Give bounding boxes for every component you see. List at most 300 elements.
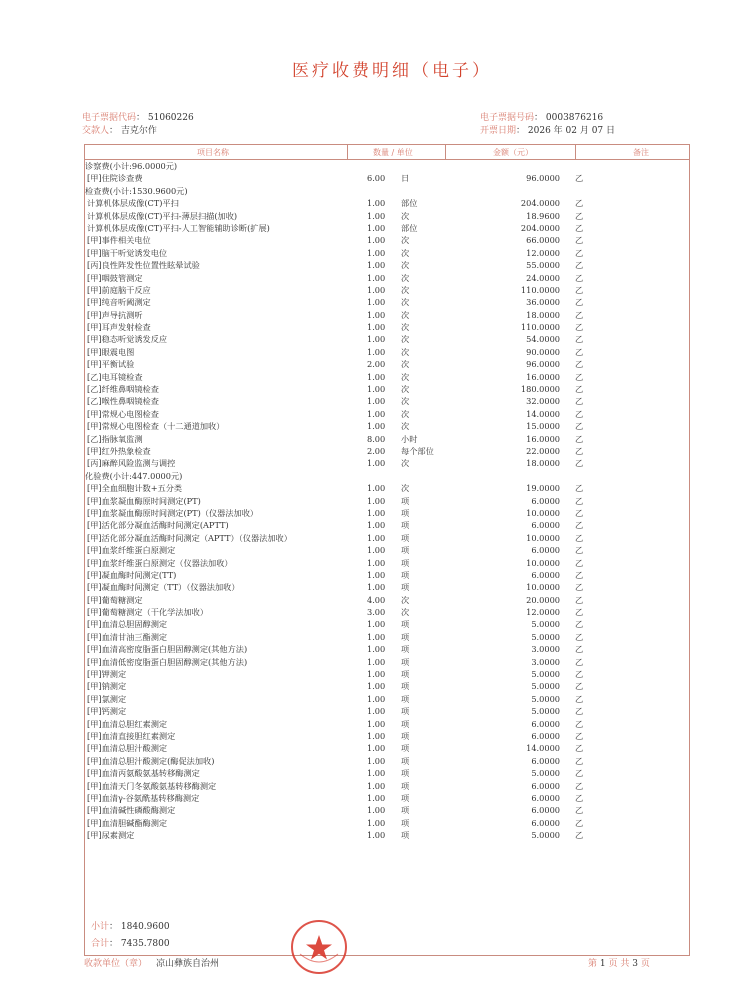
table-row <box>85 222 689 234</box>
item-category: 乙 <box>575 780 584 791</box>
item-qty: 1.00 <box>367 408 386 419</box>
footer <box>84 956 688 970</box>
item-qty: 1.00 <box>367 669 386 680</box>
item-amount: 6.0000 <box>531 718 560 729</box>
table-row <box>85 557 689 569</box>
total-label: 合计 <box>91 939 110 949</box>
item-unit: 项 <box>401 743 410 754</box>
item-category: 乙 <box>575 830 584 841</box>
item-unit: 次 <box>401 210 410 221</box>
item-qty: 1.00 <box>367 309 386 320</box>
item-amount: 16.0000 <box>526 433 560 444</box>
item-qty: 1.00 <box>367 371 386 382</box>
item-category: 乙 <box>575 532 584 543</box>
table-row <box>85 544 689 556</box>
table-row <box>85 272 689 284</box>
invoice-number-label: 电子票据号码 <box>480 113 535 123</box>
item-unit: 部位 <box>401 198 418 209</box>
item-category: 乙 <box>575 507 584 518</box>
item-category: 乙 <box>575 805 584 816</box>
item-unit: 项 <box>401 619 410 630</box>
item-unit: 项 <box>401 520 410 531</box>
item-qty: 1.00 <box>367 582 386 593</box>
item-name: [甲]血清丙氨酸氨基转移酶测定 <box>87 768 200 779</box>
table-row <box>85 259 689 271</box>
item-unit: 小时 <box>401 433 418 444</box>
payer: 交款人： 吉克尔作 <box>82 126 157 136</box>
item-name: [乙]指脉氧监测 <box>87 433 143 444</box>
table-row <box>85 482 689 494</box>
item-qty: 6.00 <box>367 173 386 184</box>
item-amount: 3.0000 <box>531 656 560 667</box>
item-amount: 5.0000 <box>531 669 560 680</box>
item-category: 乙 <box>575 210 584 221</box>
item-name: [甲]耳声发射检查 <box>87 322 151 333</box>
item-unit: 项 <box>401 582 410 593</box>
col-remark: 备注 <box>633 148 649 157</box>
item-name: [甲]纯音听阈测定 <box>87 297 151 308</box>
item-qty: 2.00 <box>367 445 386 456</box>
page-suffix: 页 <box>640 959 650 969</box>
item-name: [甲]尿素测定 <box>87 830 135 841</box>
item-unit: 次 <box>401 371 410 382</box>
item-name: [甲]血清总胆汁酸测定(酶促法加收) <box>87 755 215 766</box>
table-row <box>85 507 689 519</box>
item-name: [甲]血清直接胆红素测定 <box>87 730 176 741</box>
item-category: 乙 <box>575 198 584 209</box>
item-qty: 1.00 <box>367 730 386 741</box>
table-row <box>85 383 689 395</box>
item-amount: 10.0000 <box>526 557 560 568</box>
table-row <box>85 296 689 308</box>
item-amount: 6.0000 <box>531 520 560 531</box>
item-qty: 1.00 <box>367 421 386 432</box>
item-category: 乙 <box>575 359 584 370</box>
item-unit: 项 <box>401 507 410 518</box>
item-amount: 180.0000 <box>520 384 560 395</box>
item-name: 计算机体层成像(CT)平扫-人工智能辅助诊断(扩展) <box>87 222 270 233</box>
subtotal-value: 1840.9600 <box>120 922 170 932</box>
item-name: [甲]钾测定 <box>87 669 127 680</box>
item-unit: 项 <box>401 755 410 766</box>
item-name: [甲]住院诊查费 <box>87 173 143 184</box>
item-name: [甲]葡萄糖测定（干化学法加收） <box>87 607 209 618</box>
item-unit: 次 <box>401 359 410 370</box>
item-amount: 6.0000 <box>531 495 560 506</box>
item-qty: 1.00 <box>367 768 386 779</box>
table-row <box>85 433 689 445</box>
item-qty: 1.00 <box>367 780 386 791</box>
item-name: [甲]活化部分凝血活酶时间测定(APTT) <box>87 520 229 531</box>
table-row <box>85 457 689 469</box>
item-amount: 6.0000 <box>531 792 560 803</box>
item-amount: 15.0000 <box>526 421 560 432</box>
table-row <box>85 395 689 407</box>
item-amount: 16.0000 <box>526 371 560 382</box>
item-category: 乙 <box>575 656 584 667</box>
table-row <box>85 532 689 544</box>
table-header <box>85 145 689 160</box>
item-name: [甲]前庭脑干反应 <box>87 284 151 295</box>
item-unit: 次 <box>401 458 410 469</box>
official-seal <box>290 918 348 976</box>
item-amount: 5.0000 <box>531 681 560 692</box>
table-row <box>85 693 689 705</box>
item-name: [甲]全血细胞计数+五分类 <box>87 483 183 494</box>
table-row <box>85 309 689 321</box>
item-unit: 次 <box>401 272 410 283</box>
item-amount: 204.0000 <box>520 222 560 233</box>
item-qty: 1.00 <box>367 532 386 543</box>
item-qty: 1.00 <box>367 817 386 828</box>
detail-table <box>84 144 690 956</box>
item-category: 乙 <box>575 730 584 741</box>
item-category: 乙 <box>575 557 584 568</box>
item-unit: 项 <box>401 792 410 803</box>
item-name: [甲]葡萄糖测定 <box>87 594 143 605</box>
item-category: 乙 <box>575 693 584 704</box>
item-category: 乙 <box>575 408 584 419</box>
table-row <box>85 668 689 680</box>
table-row <box>85 829 689 841</box>
item-qty: 1.00 <box>367 545 386 556</box>
item-name: 诊察费(小计:96.0000元) <box>85 161 178 171</box>
item-category: 乙 <box>575 396 584 407</box>
page-count: 3 <box>632 959 638 969</box>
item-unit: 次 <box>401 297 410 308</box>
item-unit: 次 <box>401 260 410 271</box>
item-unit: 次 <box>401 421 410 432</box>
item-name: [甲]血清总胆固醇测定 <box>87 619 168 630</box>
item-name: 计算机体层成像(CT)平扫-薄层扫描(加收) <box>87 210 238 221</box>
item-unit: 项 <box>401 557 410 568</box>
item-amount: 5.0000 <box>531 631 560 642</box>
item-category: 乙 <box>575 619 584 630</box>
item-qty: 1.00 <box>367 507 386 518</box>
item-qty: 1.00 <box>367 272 386 283</box>
item-amount: 14.0000 <box>526 743 560 754</box>
item-unit: 项 <box>401 693 410 704</box>
item-name: [甲]咽鼓管测定 <box>87 272 143 283</box>
item-name: [甲]钠测定 <box>87 681 127 692</box>
item-amount: 6.0000 <box>531 545 560 556</box>
item-unit: 次 <box>401 346 410 357</box>
table-row <box>85 606 689 618</box>
item-amount: 5.0000 <box>531 619 560 630</box>
item-unit: 项 <box>401 730 410 741</box>
item-name: [甲]血浆凝血酶原时间测定(PT)（仪器法加收） <box>87 507 259 518</box>
subtotal: 小计： 1840.9600 <box>91 922 170 932</box>
item-category: 乙 <box>575 594 584 605</box>
col-name: 项目名称 <box>197 148 229 157</box>
table-row <box>85 321 689 333</box>
item-amount: 20.0000 <box>526 594 560 605</box>
item-name: 检查费(小计:1530.9600元) <box>85 185 188 196</box>
item-name: [乙]电耳镜检查 <box>87 371 143 382</box>
table-row <box>85 742 689 754</box>
item-unit: 项 <box>401 545 410 556</box>
item-qty: 1.00 <box>367 495 386 506</box>
item-qty: 1.00 <box>367 284 386 295</box>
page-prefix: 第 <box>588 959 598 969</box>
item-qty: 1.00 <box>367 322 386 333</box>
item-amount: 5.0000 <box>531 830 560 841</box>
item-amount: 5.0000 <box>531 693 560 704</box>
item-amount: 96.0000 <box>526 359 560 370</box>
item-amount: 12.0000 <box>526 607 560 618</box>
item-amount: 14.0000 <box>526 408 560 419</box>
item-name: 计算机体层成像(CT)平扫 <box>87 198 179 209</box>
item-qty: 1.00 <box>367 458 386 469</box>
item-amount: 5.0000 <box>531 706 560 717</box>
table-row <box>85 718 689 730</box>
item-qty: 1.00 <box>367 210 386 221</box>
item-category: 乙 <box>575 384 584 395</box>
page-number: 1 <box>599 959 606 969</box>
item-unit: 项 <box>401 817 410 828</box>
item-name: [丙]麻醉风险监测与调控 <box>87 458 176 469</box>
col-amount: 金额（元） <box>493 148 533 157</box>
item-category: 乙 <box>575 421 584 432</box>
table-row <box>85 680 689 692</box>
item-category: 乙 <box>575 582 584 593</box>
item-category: 乙 <box>575 681 584 692</box>
item-category: 乙 <box>575 346 584 357</box>
item-name: [甲]血清天门冬氨酸氨基转移酶测定 <box>87 780 217 791</box>
invoice-code-value: 51060226 <box>147 113 194 123</box>
grand-total: 合计： 7435.7800 <box>91 939 170 949</box>
item-amount: 110.0000 <box>520 322 560 333</box>
item-qty: 8.00 <box>367 433 386 444</box>
page-indicator <box>588 956 650 969</box>
item-name: [甲]常规心电图检查（十二通道加收） <box>87 421 225 432</box>
item-qty: 1.00 <box>367 247 386 258</box>
table-row <box>85 247 689 259</box>
invoice-sheet <box>62 22 722 988</box>
item-qty: 1.00 <box>367 483 386 494</box>
item-amount: 6.0000 <box>531 780 560 791</box>
item-unit: 次 <box>401 483 410 494</box>
item-unit: 项 <box>401 631 410 642</box>
table-row <box>85 569 689 581</box>
table-row <box>85 817 689 829</box>
item-category: 乙 <box>575 669 584 680</box>
payee-unit: 凉山彝族自治州 <box>156 959 220 969</box>
item-amount: 54.0000 <box>526 334 560 345</box>
item-category: 乙 <box>575 322 584 333</box>
item-category: 乙 <box>575 545 584 556</box>
item-qty: 1.00 <box>367 260 386 271</box>
item-qty: 1.00 <box>367 644 386 655</box>
item-amount: 90.0000 <box>526 346 560 357</box>
item-category: 乙 <box>575 235 584 246</box>
issue-date: 开票日期： 2026 年 02 月 07 日 <box>480 126 616 136</box>
table-row <box>85 730 689 742</box>
item-amount: 10.0000 <box>526 532 560 543</box>
item-category: 乙 <box>575 792 584 803</box>
item-category: 乙 <box>575 607 584 618</box>
item-amount: 22.0000 <box>526 445 560 456</box>
item-name: [甲]血清碱性磷酸酶测定 <box>87 805 176 816</box>
col-divider <box>575 145 576 159</box>
item-category: 乙 <box>575 817 584 828</box>
item-qty: 1.00 <box>367 656 386 667</box>
item-amount: 19.0000 <box>526 483 560 494</box>
item-name: [甲]脑干听觉诱发电位 <box>87 247 168 258</box>
item-qty: 1.00 <box>367 743 386 754</box>
invoice-code-label: 电子票据代码 <box>82 113 137 123</box>
item-unit: 日 <box>401 173 410 184</box>
item-category: 乙 <box>575 458 584 469</box>
table-row <box>85 519 689 531</box>
invoice-number-value: 0003876216 <box>545 113 604 123</box>
table-row <box>85 705 689 717</box>
invoice-number: 电子票据号码： 0003876216 <box>480 113 604 123</box>
table-row <box>85 767 689 779</box>
item-category: 乙 <box>575 284 584 295</box>
item-unit: 项 <box>401 768 410 779</box>
item-unit: 项 <box>401 805 410 816</box>
item-qty: 1.00 <box>367 297 386 308</box>
item-name: [甲]血浆纤维蛋白原测定（仪器法加收） <box>87 557 233 568</box>
item-qty: 1.00 <box>367 235 386 246</box>
item-name: [甲]活化部分凝血活酶时间测定（APTT）（仪器法加收） <box>87 532 292 543</box>
issue-date-value: 2026 年 02 月 07 日 <box>527 126 616 136</box>
item-unit: 项 <box>401 644 410 655</box>
table-row <box>85 445 689 457</box>
item-name: [甲]血浆纤维蛋白原测定 <box>87 545 176 556</box>
table-row <box>85 643 689 655</box>
item-unit: 次 <box>401 607 410 618</box>
item-qty: 1.00 <box>367 693 386 704</box>
item-name: [甲]事件相关电位 <box>87 235 151 246</box>
item-category: 乙 <box>575 569 584 580</box>
item-unit: 次 <box>401 247 410 258</box>
section-row <box>85 470 689 482</box>
item-amount: 24.0000 <box>526 272 560 283</box>
table-row <box>85 408 689 420</box>
item-qty: 1.00 <box>367 557 386 568</box>
item-unit: 次 <box>401 384 410 395</box>
table-row <box>85 631 689 643</box>
item-qty: 1.00 <box>367 222 386 233</box>
item-qty: 1.00 <box>367 396 386 407</box>
item-amount: 36.0000 <box>526 297 560 308</box>
item-qty: 1.00 <box>367 198 386 209</box>
item-name: [甲]凝血酶时间测定(TT) <box>87 569 177 580</box>
item-unit: 次 <box>401 284 410 295</box>
item-qty: 1.00 <box>367 805 386 816</box>
item-qty: 1.00 <box>367 619 386 630</box>
item-name: [甲]平衡试验 <box>87 359 135 370</box>
item-category: 乙 <box>575 644 584 655</box>
item-amount: 5.0000 <box>531 768 560 779</box>
item-category: 乙 <box>575 445 584 456</box>
item-qty: 1.00 <box>367 384 386 395</box>
item-unit: 项 <box>401 569 410 580</box>
item-unit: 项 <box>401 669 410 680</box>
table-row <box>85 755 689 767</box>
item-qty: 3.00 <box>367 607 386 618</box>
item-unit: 次 <box>401 309 410 320</box>
col-qty-unit: 数量 / 单位 <box>373 148 413 157</box>
item-category: 乙 <box>575 260 584 271</box>
item-category: 乙 <box>575 309 584 320</box>
subtotal-label: 小计 <box>91 922 110 932</box>
item-qty: 1.00 <box>367 830 386 841</box>
item-category: 乙 <box>575 743 584 754</box>
invoice-code: 电子票据代码： 51060226 <box>82 113 194 123</box>
item-amount: 6.0000 <box>531 569 560 580</box>
item-unit: 项 <box>401 718 410 729</box>
table-row <box>85 172 689 184</box>
item-qty: 1.00 <box>367 706 386 717</box>
table-row <box>85 495 689 507</box>
col-divider <box>347 145 348 159</box>
item-qty: 1.00 <box>367 520 386 531</box>
item-category: 乙 <box>575 768 584 779</box>
item-name: [乙]纤维鼻咽镜检查 <box>87 384 159 395</box>
table-row <box>85 333 689 345</box>
item-qty: 1.00 <box>367 755 386 766</box>
item-category: 乙 <box>575 371 584 382</box>
table-row <box>85 234 689 246</box>
table-row <box>85 656 689 668</box>
item-name: [甲]血清γ-谷氨酰基转移酶测定 <box>87 792 200 803</box>
item-name: [甲]眼震电图 <box>87 346 135 357</box>
item-category: 乙 <box>575 433 584 444</box>
item-unit: 次 <box>401 334 410 345</box>
table-row <box>85 780 689 792</box>
item-unit: 次 <box>401 235 410 246</box>
table-row <box>85 804 689 816</box>
section-row <box>85 160 689 172</box>
table-row <box>85 792 689 804</box>
item-qty: 1.00 <box>367 681 386 692</box>
item-qty: 2.00 <box>367 359 386 370</box>
item-qty: 1.00 <box>367 631 386 642</box>
table-row <box>85 210 689 222</box>
item-name: [甲]钙测定 <box>87 706 127 717</box>
item-unit: 项 <box>401 780 410 791</box>
item-amount: 6.0000 <box>531 730 560 741</box>
item-name: [甲]血清高密度脂蛋白胆固醇测定(其他方法) <box>87 644 248 655</box>
item-unit: 项 <box>401 706 410 717</box>
item-name: [甲]常规心电图检查 <box>87 408 159 419</box>
item-unit: 次 <box>401 396 410 407</box>
item-amount: 6.0000 <box>531 805 560 816</box>
table-row <box>85 371 689 383</box>
item-name: [甲]凝血酶时间测定（TT）（仪器法加收） <box>87 582 240 593</box>
item-unit: 项 <box>401 656 410 667</box>
item-amount: 10.0000 <box>526 582 560 593</box>
item-category: 乙 <box>575 755 584 766</box>
item-name: [甲]血清总胆红素测定 <box>87 718 168 729</box>
item-qty: 1.00 <box>367 346 386 357</box>
item-qty: 1.00 <box>367 792 386 803</box>
item-amount: 96.0000 <box>526 173 560 184</box>
item-unit: 项 <box>401 681 410 692</box>
item-amount: 6.0000 <box>531 817 560 828</box>
table-row <box>85 346 689 358</box>
table-row <box>85 284 689 296</box>
item-amount: 18.9600 <box>526 210 560 221</box>
item-name: 化验费(小计:447.0000元) <box>85 470 183 481</box>
item-unit: 次 <box>401 322 410 333</box>
table-row <box>85 197 689 209</box>
item-name: [甲]血清低密度脂蛋白胆固醇测定(其他方法) <box>87 656 248 667</box>
item-category: 乙 <box>575 631 584 642</box>
